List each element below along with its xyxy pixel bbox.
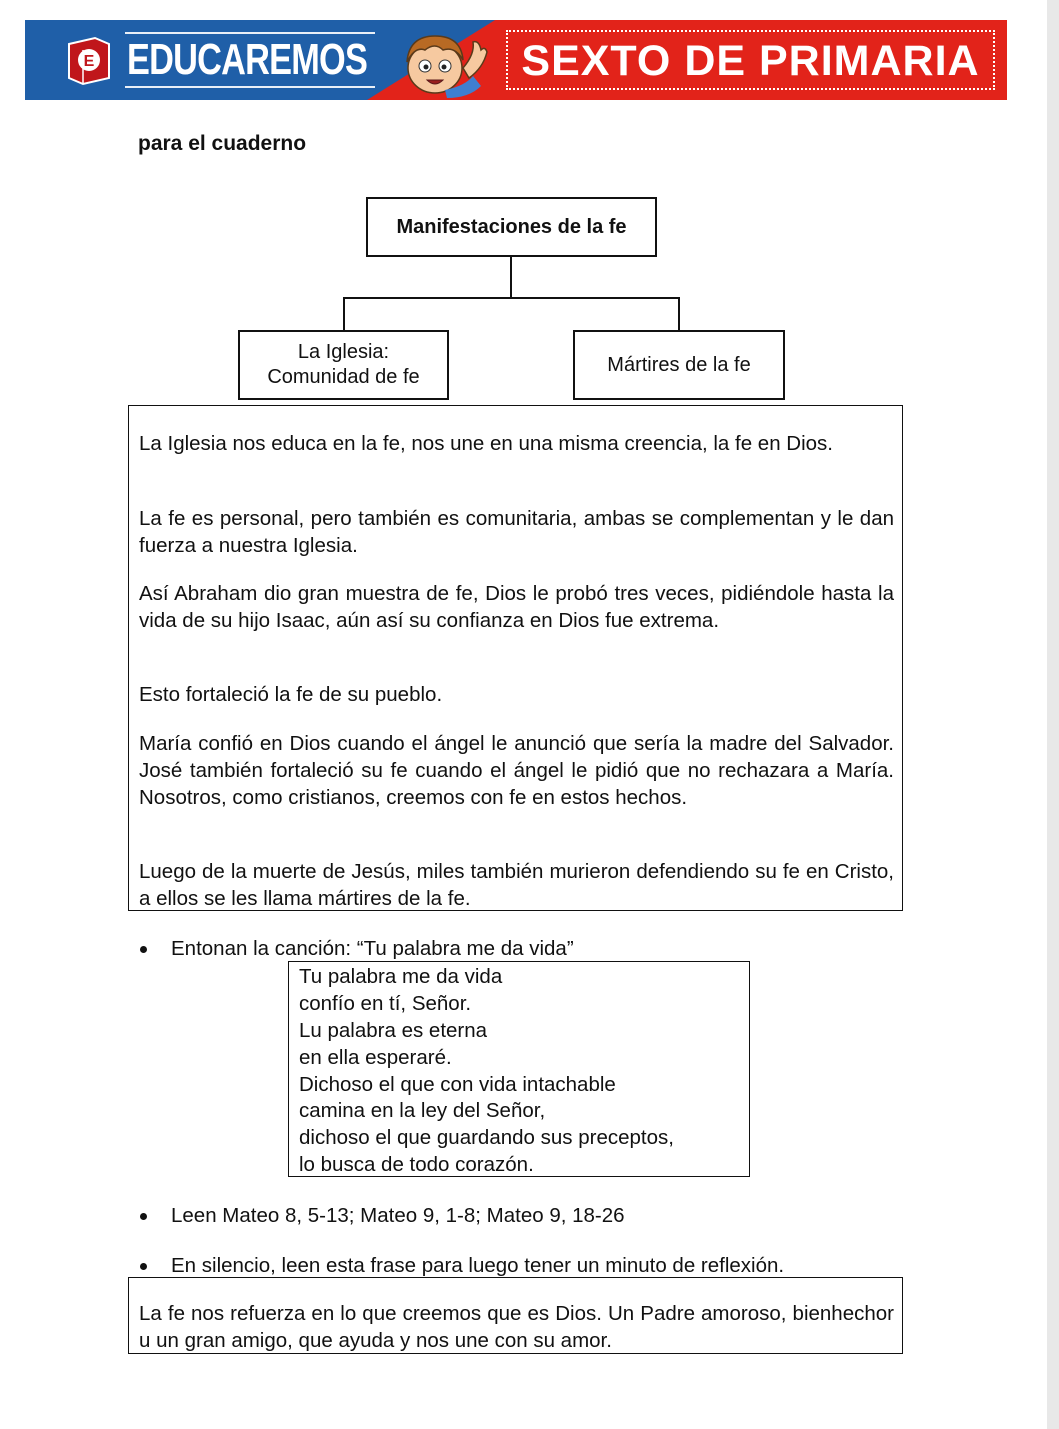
bullet-reflection-text: En silencio, leen esta frase para luego tener un minuto de reflexión. [171,1254,785,1277]
song-line: Dichoso el que con vida intachable [299,1073,616,1096]
song-line: Tu palabra me da vida [299,965,503,988]
connector-horizontal [343,297,680,299]
child-mascot-icon [395,24,491,98]
logo-letter: E [83,53,95,70]
brand-name: EDUCAREMOS [127,35,368,84]
church-node-line2: Comunidad de fe [267,366,420,388]
paragraph-2: La fe es personal, pero también es comunitaria, ambas se complementan y le dan fuerza a nuestra Iglesia. [139,507,894,557]
song-line: lo busca de todo corazón. [299,1153,534,1176]
reflection-quote-box [128,1277,903,1354]
page-edge [1047,0,1059,1429]
church-node-line1: La Iglesia: [297,341,390,363]
paragraph-3: Así Abraham dio gran muestra de fe, Dios le probó tres veces, pidiéndole hasta la vida de su hijo Isaac, aún así su confianza en Dios fue extrema. [139,582,894,632]
diagram-node-church [238,330,449,400]
song-line: camina en la ley del Señor, [299,1099,546,1122]
book-logo-icon [65,34,113,86]
song-line: en ella esperaré. [299,1046,452,1069]
connector-vertical-left [343,297,345,331]
connector-vertical-right [678,297,680,331]
reflection-quote: La fe nos refuerza en lo que creemos que es Dios. Un Padre amoroso, bienhechor u un gran amigo, que ayuda y nos une con su amor. [139,1302,894,1352]
diagram-node-martyrs: Mártires de la fe [573,330,785,400]
song-line: Lu palabra es eterna [299,1019,488,1042]
song-line: confío en tí, Señor. [299,992,472,1015]
header-banner [25,20,1007,100]
grade-title: SEXTO DE PRIMARIA [521,37,980,85]
main-text-box [128,405,903,911]
paragraph-5: María confió en Dios cuando el ángel le anunció que sería la madre del Salvador. José también fortaleció su fe cuando el ángel le pidió que no rechazara a María. Nosotros, como cristianos, creemos con fe en estos hechos. [139,732,894,809]
section-subtitle: para el cuaderno [138,132,307,155]
song-lyrics-box [288,961,750,1177]
paragraph-4: Esto fortaleció la fe de su pueblo. [139,683,443,706]
grade-label-box [506,30,995,90]
bullet-dot-icon [140,1263,147,1270]
paragraph-6: Luego de la muerte de Jesús, miles también murieron defendiendo su fe en Cristo, a ellos se les llama mártires de la fe. [139,860,894,910]
song-line: dichoso el que guardando sus preceptos, [299,1126,674,1149]
bullet-song-text: Entonan la canción: “Tu palabra me da vida” [171,937,574,960]
bullet-dot-icon [140,946,147,953]
paragraph-1: La Iglesia nos educa en la fe, nos une en una misma creencia, la fe en Dios. [139,432,834,455]
connector-vertical-root [510,257,512,298]
diagram-root-node: Manifestaciones de la fe [366,197,657,257]
bullet-dot-icon [140,1213,147,1220]
bullet-readings-text: Leen Mateo 8, 5-13; Mateo 9, 1-8; Mateo 9, 18-26 [171,1204,625,1227]
